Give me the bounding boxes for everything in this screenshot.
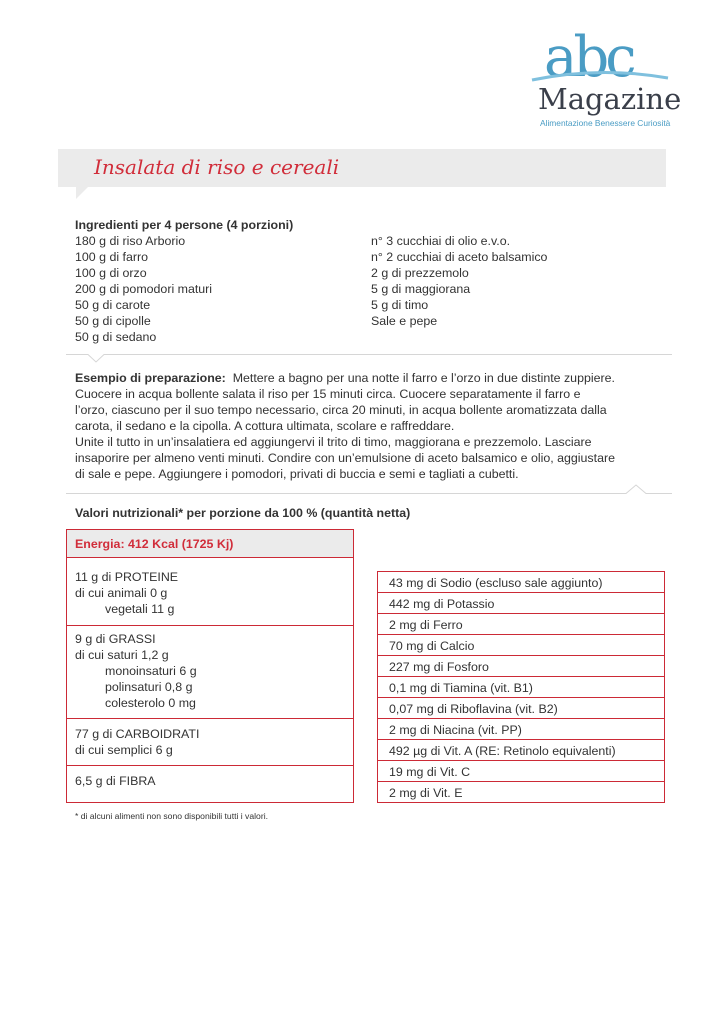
fiber-section: [67, 766, 353, 802]
carbs-section: [67, 719, 353, 766]
list-item: 5 g di maggiorana: [371, 282, 471, 296]
magazine-logo: [530, 25, 682, 130]
table-cell: colesterolo 0 mg: [105, 696, 196, 710]
list-item: 200 g di pomodori maturi: [75, 282, 213, 296]
macronutrients-table: [66, 529, 354, 803]
ingredients-list-left: [75, 233, 212, 345]
table-cell: 43 mg di Sodio (escluso sale aggiunto): [389, 576, 603, 590]
table-cell: 2 mg di Ferro: [389, 618, 463, 632]
table-row: [378, 698, 664, 719]
list-item: 5 g di timo: [371, 298, 429, 312]
table-cell: 0,1 mg di Tiamina (vit. B1): [389, 681, 533, 695]
table-row: [378, 572, 664, 593]
preparation-text: Mettere a bagno per una notte il farro e l’orzo in due distinte zuppiere.: [232, 371, 615, 385]
table-row: [378, 740, 664, 761]
table-row: [378, 677, 664, 698]
logo-tagline: Alimentazione Benessere Curiosità: [540, 118, 671, 128]
list-item: 180 g di riso Arborio: [75, 234, 186, 248]
list-item: 50 g di carote: [75, 298, 151, 312]
nutrition-heading: Valori nutrizionali* per porzione da 100 % (quantità netta): [75, 506, 411, 520]
preparation-text: carota, il sedano e la cipolla. A cottura ultimata, scolare e raffreddare.: [75, 419, 455, 433]
table-cell: di cui saturi 1,2 g: [75, 648, 169, 662]
list-item: 2 g di prezzemolo: [371, 266, 469, 280]
list-item: n° 2 cucchiai di aceto balsamico: [371, 250, 548, 264]
table-cell: 77 g di CARBOIDRATI: [75, 727, 200, 741]
list-item: 100 g di farro: [75, 250, 149, 264]
footnote: * di alcuni alimenti non sono disponibili tutti i valori.: [75, 811, 268, 821]
proteins-section: [67, 558, 353, 626]
section-divider: [66, 482, 672, 496]
preparation-section: [75, 370, 635, 482]
table-cell: monoinsaturi 6 g: [105, 664, 197, 678]
ingredients-heading: Ingredienti per 4 persone (4 porzioni): [75, 218, 294, 232]
table-cell: 442 mg di Potassio: [389, 597, 495, 611]
table-row: [378, 761, 664, 782]
list-item: 100 g di orzo: [75, 266, 147, 280]
table-row: [378, 614, 664, 635]
list-item: 50 g di sedano: [75, 330, 157, 344]
preparation-text: insaporire per almeno venti minuti. Condire con un’emulsione di aceto balsamico e olio, aggiustare: [75, 451, 615, 465]
table-cell: 6,5 g di FIBRA: [75, 774, 156, 788]
table-cell: 2 mg di Vit. E: [389, 786, 463, 800]
page-title: Insalata di riso e cereali: [94, 155, 340, 179]
table-row: [378, 782, 664, 802]
energy-value: Energia: 412 Kcal (1725 Kj): [75, 537, 234, 551]
list-item: n° 3 cucchiai di olio e.v.o.: [371, 234, 511, 248]
logo-name: Magazine: [538, 82, 682, 116]
title-band-notch: [76, 187, 88, 199]
section-divider: [66, 348, 672, 364]
ingredients-list-right: [371, 233, 547, 329]
table-row: [378, 656, 664, 677]
fats-section: [67, 626, 353, 719]
table-cell: 227 mg di Fosforo: [389, 660, 489, 674]
table-cell: 70 mg di Calcio: [389, 639, 475, 653]
table-cell: di cui animali 0 g: [75, 586, 168, 600]
table-row: [378, 593, 664, 614]
table-cell: di cui semplici 6 g: [75, 743, 173, 757]
preparation-label: Esempio di preparazione:: [75, 371, 226, 385]
table-cell: polinsaturi 0,8 g: [105, 680, 193, 694]
table-row: [378, 635, 664, 656]
list-item: Sale e pepe: [371, 314, 438, 328]
table-cell: 492 µg di Vit. A (RE: Retinolo equivalenti): [389, 744, 616, 758]
list-item: 50 g di cipolle: [75, 314, 151, 328]
micronutrients-table: [377, 571, 665, 803]
table-row: [378, 719, 664, 740]
energy-row: [67, 530, 353, 558]
table-cell: 19 mg di Vit. C: [389, 765, 471, 779]
preparation-text: l’orzo, ciascuno per il suo tempo necessario, circa 20 minuti, in acqua bollente aromatizzata dalla: [75, 403, 607, 417]
logo-brand: abc: [544, 25, 633, 90]
preparation-text: di sale e pepe. Aggiungere i pomodori, privati di buccia e semi e tagliati a cubetti.: [75, 467, 519, 481]
table-cell: vegetali 11 g: [105, 602, 175, 616]
preparation-text: Cuocere in acqua bollente salata il riso per 15 minuti circa. Cuocere separatamente il farro e: [75, 387, 581, 401]
table-cell: 9 g di GRASSI: [75, 632, 156, 646]
preparation-text: Unite il tutto in un’insalatiera ed aggiungervi il trito di timo, maggiorana e prezzemolo. Lasciare: [75, 435, 592, 449]
table-cell: 0,07 mg di Riboflavina (vit. B2): [389, 702, 558, 716]
table-cell: 11 g di PROTEINE: [75, 570, 179, 584]
table-cell: 2 mg di Niacina (vit. PP): [389, 723, 522, 737]
